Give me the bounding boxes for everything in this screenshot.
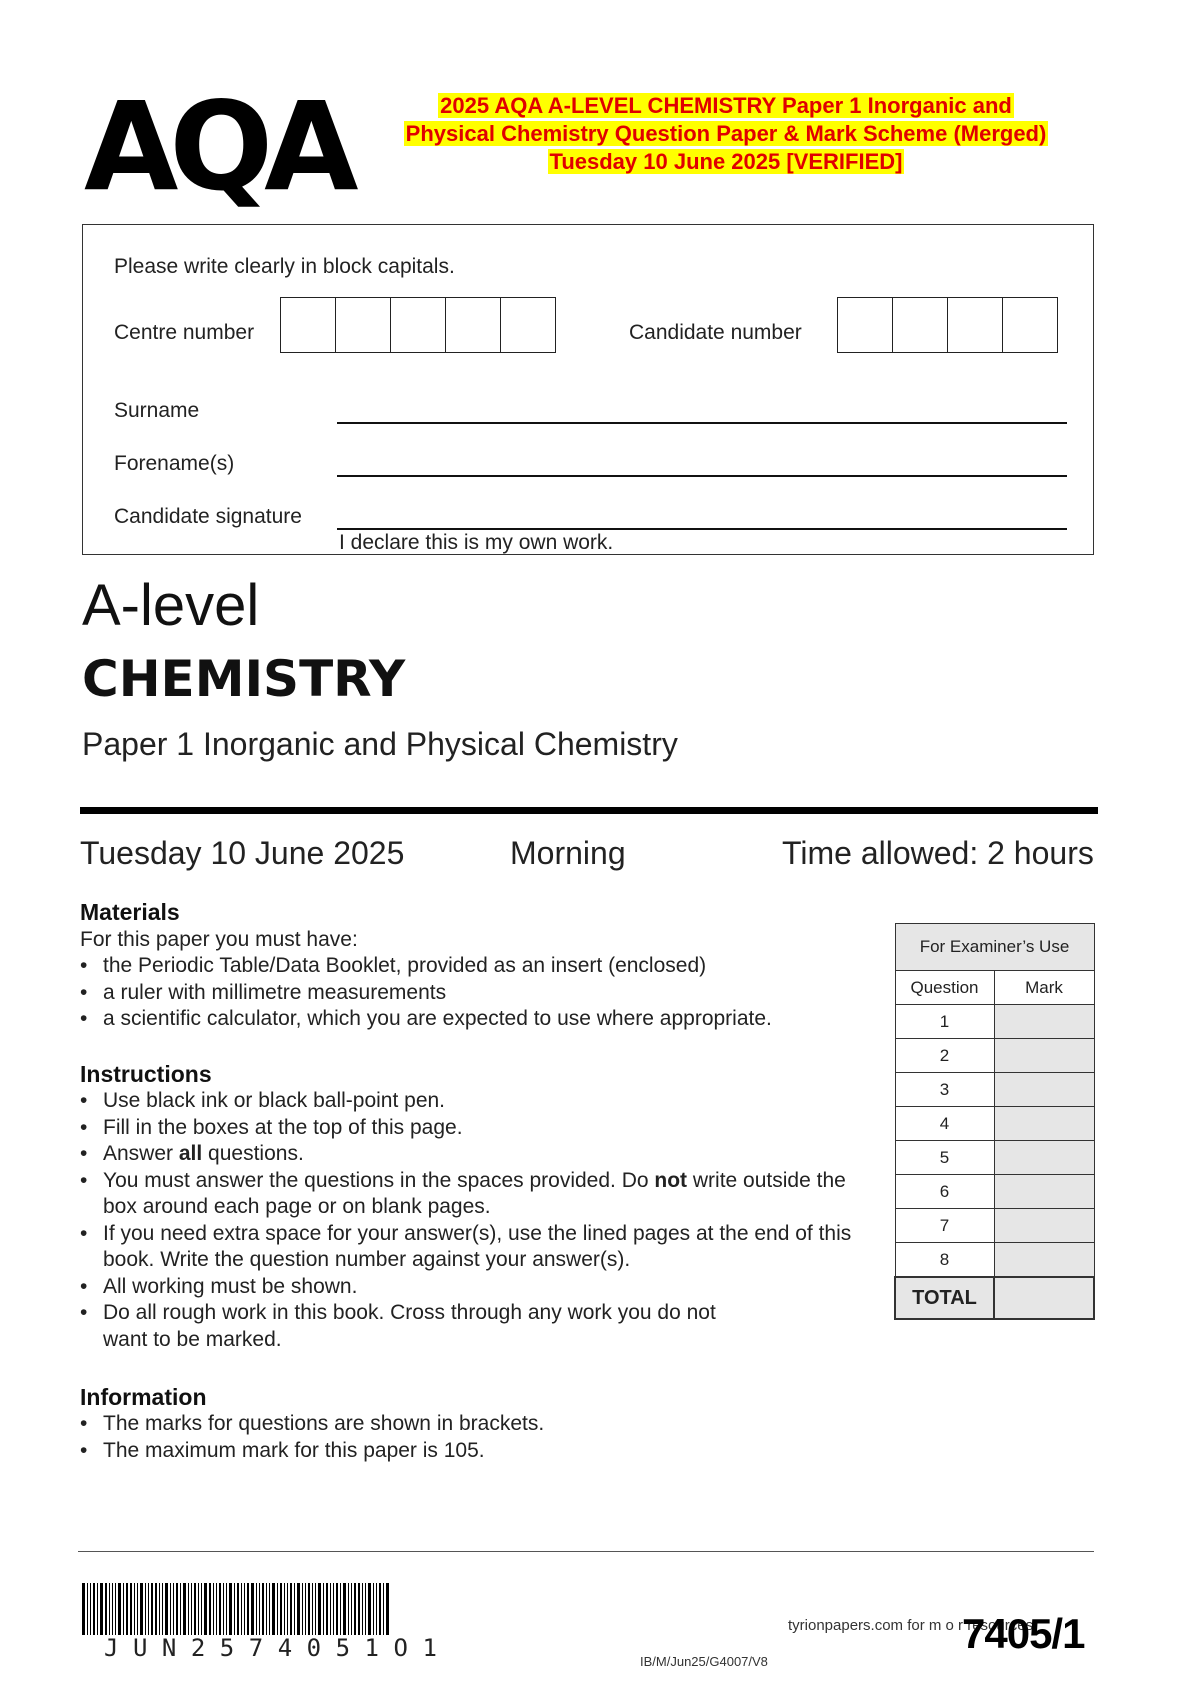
- candidate-digit-box[interactable]: [892, 297, 948, 353]
- barcode-bar: [330, 1583, 331, 1635]
- barcode-bar: [284, 1583, 285, 1635]
- exam-session: Morning: [510, 835, 626, 871]
- barcode-bar: [256, 1583, 257, 1635]
- aqa-logo: AQA: [84, 76, 350, 218]
- list-item: • The marks for questions are shown in brackets.: [80, 1411, 860, 1438]
- barcode-number: JUN2574051O1: [104, 1634, 452, 1662]
- question-column-header: Question: [895, 971, 994, 1005]
- subject-title: CHEMISTRY: [82, 650, 406, 708]
- barcode-bar: [223, 1583, 224, 1635]
- barcode-bar: [118, 1583, 121, 1635]
- exam-date: Tuesday 10 June 2025: [80, 835, 405, 871]
- list-item: • The maximum mark for this paper is 105.: [80, 1438, 860, 1465]
- barcode-bar: [315, 1583, 316, 1635]
- barcode-bar: [368, 1583, 371, 1635]
- surname-label: Surname: [114, 399, 200, 422]
- list-item: • If you need extra space for your answer(s), use the lined pages at the end of this book. Write the question number against your answer(s).: [80, 1221, 860, 1274]
- barcode-bar: [209, 1583, 211, 1635]
- barcode-bar: [386, 1583, 389, 1635]
- barcode-bar: [326, 1583, 328, 1635]
- materials-intro: For this paper you must have:: [80, 928, 358, 951]
- barcode-bar: [183, 1583, 186, 1635]
- barcode-bar: [87, 1583, 88, 1635]
- list-item: • You must answer the questions in the spaces provided. Do not write outside the box around each page or on blank pages.: [80, 1168, 860, 1221]
- candidate-details-box: [82, 224, 1094, 555]
- barcode-bar: [383, 1583, 384, 1635]
- barcode-bar: [100, 1583, 103, 1635]
- table-row: 1: [895, 1005, 1094, 1039]
- barcode-bar: [226, 1583, 227, 1635]
- paper-title: Paper 1 Inorganic and Physical Chemistry: [82, 726, 678, 762]
- banner-line-3: Tuesday 10 June 2025 [VERIFIED]: [549, 149, 903, 174]
- barcode-bar: [130, 1583, 132, 1635]
- barcode-bar: [155, 1583, 157, 1635]
- barcode-bar: [134, 1583, 135, 1635]
- list-item: • a ruler with millimetre measurements: [80, 980, 880, 1007]
- barcode-bar: [93, 1583, 95, 1635]
- barcode-bar: [272, 1583, 275, 1635]
- centre-digit-box[interactable]: [335, 297, 391, 353]
- barcode-bar: [237, 1583, 239, 1635]
- centre-number-label: Centre number: [114, 321, 255, 344]
- signature-label: Candidate signature: [114, 505, 302, 528]
- barcode-bar: [290, 1583, 292, 1635]
- banner-line-2: Physical Chemistry Question Paper & Mark Scheme (Merged): [405, 121, 1047, 146]
- mark-cell[interactable]: [994, 1175, 1094, 1209]
- candidate-number-label: Candidate number: [629, 321, 802, 344]
- list-item: • Use black ink or black ball-point pen.: [80, 1088, 860, 1115]
- barcode-bar: [280, 1583, 282, 1635]
- barcode-bar: [180, 1583, 181, 1635]
- list-item: • Do all rough work in this book. Cross through any work you do not want to be marked.: [80, 1300, 860, 1353]
- barcode-bar: [97, 1583, 98, 1635]
- time-allowed: Time allowed: 2 hours: [782, 835, 1094, 871]
- barcode-bar: [216, 1583, 217, 1635]
- barcode-bar: [115, 1583, 116, 1635]
- barcode-bar: [151, 1583, 153, 1635]
- materials-section: [80, 899, 880, 1033]
- table-row: 8: [895, 1243, 1094, 1278]
- barcode-bar: [201, 1583, 202, 1635]
- barcode-bar: [191, 1583, 192, 1635]
- candidate-digit-box[interactable]: [947, 297, 1003, 353]
- barcode-bar: [229, 1583, 232, 1635]
- barcode-bar: [266, 1583, 267, 1635]
- table-row: 7: [895, 1209, 1094, 1243]
- declaration-text: I declare this is my own work.: [339, 531, 614, 554]
- candidate-number-boxes[interactable]: [838, 297, 1058, 353]
- barcode-bar: [343, 1583, 346, 1635]
- list-item: • All working must be shown.: [80, 1274, 860, 1301]
- barcode-bar: [362, 1583, 363, 1635]
- barcode-bar: [159, 1583, 160, 1635]
- information-heading: Information: [80, 1384, 207, 1410]
- barcode-bar: [234, 1583, 235, 1635]
- barcode-bar: [90, 1583, 91, 1635]
- examiner-use-table: [894, 923, 1095, 1320]
- block-capitals-instruction: Please write clearly in block capitals.: [114, 255, 455, 278]
- watermark-text: tyrionpapers.com for m o r resources: [788, 1617, 1034, 1634]
- barcode-bar: [176, 1583, 178, 1635]
- barcode-bar: [82, 1583, 85, 1635]
- barcode-bar: [379, 1583, 381, 1635]
- mark-cell[interactable]: [994, 1005, 1094, 1039]
- barcode-bar: [145, 1583, 146, 1635]
- table-row: 6: [895, 1175, 1094, 1209]
- barcode-bar: [204, 1583, 207, 1635]
- barcode-bar: [365, 1583, 366, 1635]
- barcode-bar: [336, 1583, 338, 1635]
- barcode-bar: [376, 1583, 377, 1635]
- examiner-use-header: For Examiner’s Use: [895, 924, 1094, 971]
- barcode-bar: [194, 1583, 196, 1635]
- barcode-bar: [302, 1583, 303, 1635]
- barcode-bar: [247, 1583, 249, 1635]
- barcode-bar: [259, 1583, 260, 1635]
- barcode-bar: [308, 1583, 310, 1635]
- barcode-icon: [82, 1583, 468, 1635]
- list-item: • Answer all questions.: [80, 1141, 860, 1168]
- table-row: 4: [895, 1107, 1094, 1141]
- barcode-bar: [173, 1583, 174, 1635]
- list-item: • the Periodic Table/Data Booklet, provided as an insert (enclosed): [80, 953, 880, 980]
- centre-digit-box[interactable]: [280, 297, 336, 353]
- barcode-bar: [294, 1583, 295, 1635]
- barcode-bar: [351, 1583, 352, 1635]
- barcode-bar: [305, 1583, 306, 1635]
- qualification-level: A-level: [82, 573, 260, 638]
- mark-cell[interactable]: [994, 1243, 1094, 1278]
- mark-cell[interactable]: [994, 1039, 1094, 1073]
- instructions-heading: Instructions: [80, 1061, 212, 1087]
- barcode-bar: [198, 1583, 199, 1635]
- centre-digit-box[interactable]: [445, 297, 501, 353]
- total-row: [895, 1277, 1094, 1319]
- barcode-bar: [358, 1583, 360, 1635]
- total-label: TOTAL: [895, 1277, 994, 1319]
- barcode-bar: [126, 1583, 128, 1635]
- mark-column-header: Mark: [994, 971, 1094, 1005]
- mark-cell[interactable]: [994, 1141, 1094, 1175]
- table-row: 2: [895, 1039, 1094, 1073]
- barcode-bar: [170, 1583, 171, 1635]
- barcode-bar: [165, 1583, 168, 1635]
- document-reference: IB/M/Jun25/G4007/V8: [640, 1654, 768, 1669]
- barcode-bar: [287, 1583, 288, 1635]
- total-mark-cell[interactable]: [994, 1277, 1094, 1319]
- barcode-bar: [244, 1583, 245, 1635]
- centre-digit-box[interactable]: [500, 297, 556, 353]
- barcode-bar: [188, 1583, 189, 1635]
- information-section: [80, 1384, 860, 1464]
- barcode-bar: [162, 1583, 163, 1635]
- centre-number-boxes[interactable]: [281, 297, 556, 353]
- barcode-bar: [137, 1583, 138, 1635]
- barcode-bar: [262, 1583, 264, 1635]
- forename-label: Forename(s): [114, 452, 235, 475]
- banner-line-1: 2025 AQA A-LEVEL CHEMISTRY Paper 1 Inorganic and: [440, 93, 1012, 118]
- barcode-bar: [148, 1583, 149, 1635]
- table-row: 5: [895, 1141, 1094, 1175]
- footer-divider: [78, 1551, 1094, 1552]
- barcode-bar: [323, 1583, 324, 1635]
- mark-cell[interactable]: [994, 1107, 1094, 1141]
- list-item: • a scientific calculator, which you are expected to use where appropriate.: [80, 1006, 880, 1033]
- barcode-bar: [241, 1583, 242, 1635]
- barcode-bar: [297, 1583, 300, 1635]
- mark-cell[interactable]: [994, 1209, 1094, 1243]
- signature-field[interactable]: [337, 528, 1067, 530]
- barcode-bar: [109, 1583, 110, 1635]
- instructions-section: [80, 1061, 860, 1353]
- table-row: 3: [895, 1073, 1094, 1107]
- materials-heading: Materials: [80, 899, 180, 925]
- barcode-bar: [348, 1583, 349, 1635]
- title-banner: [366, 92, 1086, 176]
- barcode-bar: [105, 1583, 107, 1635]
- mark-cell[interactable]: [994, 1073, 1094, 1107]
- forename-field[interactable]: [337, 475, 1067, 477]
- barcode-bar: [140, 1583, 143, 1635]
- barcode-bar: [112, 1583, 113, 1635]
- barcode-bar: [251, 1583, 254, 1635]
- candidate-digit-box[interactable]: [1002, 297, 1058, 353]
- barcode-bar: [123, 1583, 124, 1635]
- barcode-bar: [219, 1583, 221, 1635]
- barcode-bar: [333, 1583, 334, 1635]
- barcode-bar: [269, 1583, 270, 1635]
- barcode-bar: [213, 1583, 214, 1635]
- paper-code: 7405/1: [962, 1610, 1085, 1657]
- candidate-digit-box[interactable]: [837, 297, 893, 353]
- surname-field[interactable]: [337, 422, 1067, 424]
- centre-digit-box[interactable]: [390, 297, 446, 353]
- barcode-bar: [277, 1583, 278, 1635]
- barcode-bar: [354, 1583, 356, 1635]
- divider: [80, 807, 1098, 814]
- barcode-bar: [340, 1583, 341, 1635]
- barcode-bar: [318, 1583, 321, 1635]
- list-item: • Fill in the boxes at the top of this page.: [80, 1115, 860, 1142]
- barcode-bar: [312, 1583, 313, 1635]
- barcode-bar: [373, 1583, 374, 1635]
